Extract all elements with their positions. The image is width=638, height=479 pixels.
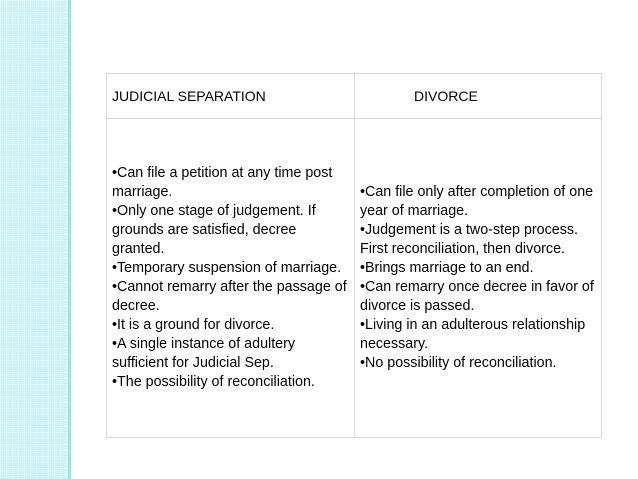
header-divorce: DIVORCE (355, 74, 602, 119)
judicial-separation-cell (107, 119, 355, 438)
divorce-cell (355, 119, 602, 438)
side-strip-border (68, 0, 71, 479)
list-item: •It is a ground for divorce. (112, 317, 275, 333)
list-item: •Brings marriage to an end. (360, 260, 534, 276)
list-item: •Judgement is a two-step process. First reconciliation, then divorce. (360, 222, 578, 257)
list-item: •Living in an adulterous relationship necessary. (360, 317, 586, 352)
list-item: •No possibility of reconciliation. (360, 355, 557, 371)
table-body-row (107, 119, 602, 438)
list-item: •Can file a petition at any time post marriage. (112, 165, 333, 200)
list-item: •Can file only after completion of one year of marriage. (360, 184, 594, 219)
header-judicial-separation: JUDICIAL SEPARATION (107, 74, 355, 119)
list-item: •The possibility of reconciliation. (112, 374, 315, 390)
list-item: •Only one stage of judgement. If grounds are satisfied, decree granted. (112, 203, 316, 257)
list-item: •Can remarry once decree in favor of divorce is passed. (360, 279, 594, 314)
table-header-row (107, 74, 602, 119)
comparison-table (106, 73, 602, 438)
decorative-side-strip (0, 0, 68, 479)
list-item: •Cannot remarry after the passage of decree. (112, 279, 347, 314)
list-item: •Temporary suspension of marriage. (112, 260, 342, 276)
list-item: •A single instance of adultery sufficient for Judicial Sep. (112, 336, 296, 371)
